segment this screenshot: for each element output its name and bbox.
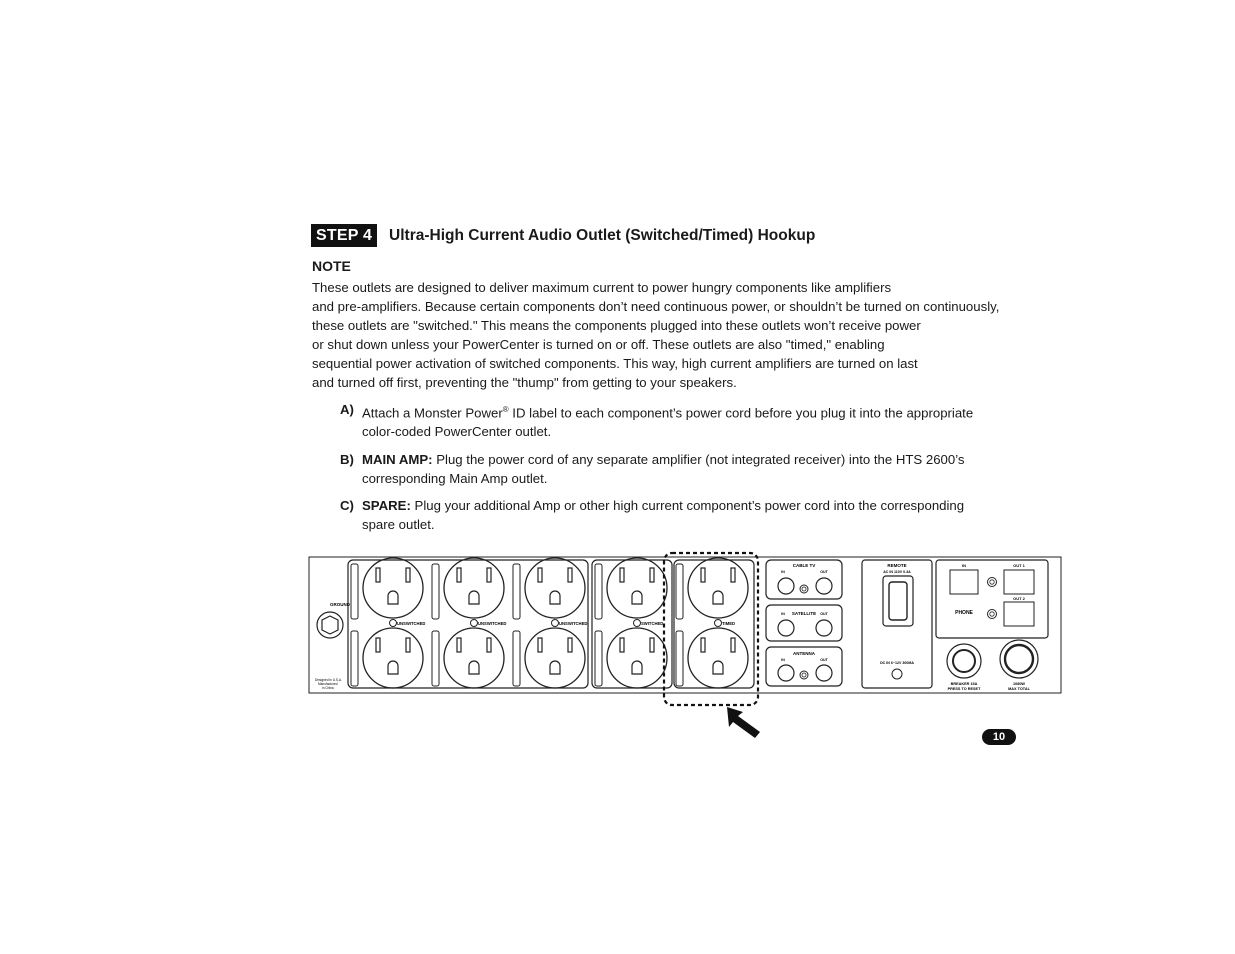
page-number: 10 [982,729,1016,745]
instruction-text: ID label to each component’s power cord before you plug it into the appropriate [508,405,974,421]
outlet-1 [351,558,425,688]
in-label: IN [781,612,785,616]
pointer-arrow-icon [727,707,760,738]
registered-mark: ® [502,405,509,414]
max-total-label: MAX TOTAL [1008,687,1030,691]
dc-in-label: DC IN 6~12V 300MA [880,661,914,665]
made-in-line: Designed in U.S.A. [315,678,342,682]
instruction-lead: SPARE: [362,498,411,514]
outlet-5 [676,558,748,688]
instruction-text: Plug your additional Amp or other high current component’s power cord into the corresponding [410,498,965,514]
phone-in-label: IN [962,563,966,568]
made-in-line: Manufactured [318,682,338,686]
antenna-label: ANTENNA [793,651,815,656]
instruction-text: color-coded PowerCenter outlet. [362,424,552,440]
note-line: These outlets are designed to deliver maximum current to power hungry components like amplifiers [312,280,892,295]
step-badge: STEP 4 [311,224,377,247]
in-label: IN [781,658,785,662]
ground-terminal-icon [317,612,343,638]
in-label: IN [781,570,785,574]
outlet-3 [513,558,587,688]
remote-module [862,560,932,688]
instruction-text: corresponding Main Amp outlet. [362,470,548,486]
instruction-key: B) [340,451,354,467]
step-title: Ultra-High Current Audio Outlet (Switched/Timed) Hookup [389,226,816,244]
ground-label: GROUND [330,602,350,607]
breaker-label: PRESS TO RESET [947,687,981,691]
breaker-icon [947,644,981,678]
outlet-label: UNSWITCHED [397,621,426,626]
power-inlet-icon [1000,640,1038,678]
outlet-label: TIMED [722,621,736,626]
breaker-label: BREAKER 15A [950,682,978,686]
max-total-label: 1080W [1012,682,1026,686]
note-line: and turned off first, preventing the "thump" from getting to your speakers. [312,374,737,390]
instruction-key: A) [340,402,354,417]
instruction-b [340,451,1000,489]
outlet-group-3 [674,560,754,688]
out1-label: OUT 1 [1013,563,1025,568]
outlet-4 [595,558,667,688]
note-label: NOTE [312,258,351,274]
outlet-label: UNSWITCHED [478,621,507,626]
satellite-module [766,605,842,641]
outlet-label: SWITCHED [641,621,664,626]
outlet-label: UNSWITCHED [559,621,588,626]
step-header [311,224,815,247]
note-line: and pre-amplifiers. Because certain components don’t need continuous power, or shouldn’t be turned on continuously, [312,298,1000,314]
out-label: OUT [820,612,828,616]
phone-module [936,560,1048,638]
antenna-module [766,647,842,686]
outlet-2 [432,558,506,688]
out-label: OUT [820,570,828,574]
note-paragraph [312,279,1012,392]
instruction-c [340,497,1000,535]
out2-label: OUT 2 [1013,596,1025,601]
phone-label: PHONE [955,610,973,616]
note-line: or shut down unless your PowerCenter is turned on or off. These outlets are also "timed," enabling [312,336,885,352]
note-line: these outlets are "switched." This means the components plugged into these outlets won’t receive power [312,317,921,333]
cable-tv-module [766,560,842,599]
instruction-text: Attach a Monster Power [362,405,503,421]
out-label: OUT [820,658,828,662]
satellite-label: SATELLITE [791,611,817,616]
remote-label: REMOTE [887,563,907,568]
instruction-text: Plug the power cord of any separate amplifier (not integrated receiver) into the HTS 2600’s [432,451,965,467]
remote-rating-label: AC IN 110V 0.3A [883,570,911,574]
cable-tv-label: CABLE TV [792,563,816,568]
made-in-line: in China [322,686,334,690]
instruction-key: C) [340,498,354,514]
instruction-lead: MAIN AMP: [362,451,433,467]
rear-panel-diagram [308,548,1068,743]
instruction-list [340,401,1000,543]
instruction-text: spare outlet. [362,516,435,532]
note-line: sequential power activation of switched components. This way, high current amplifiers are turned on last [312,355,918,371]
instruction-a [340,401,1000,442]
